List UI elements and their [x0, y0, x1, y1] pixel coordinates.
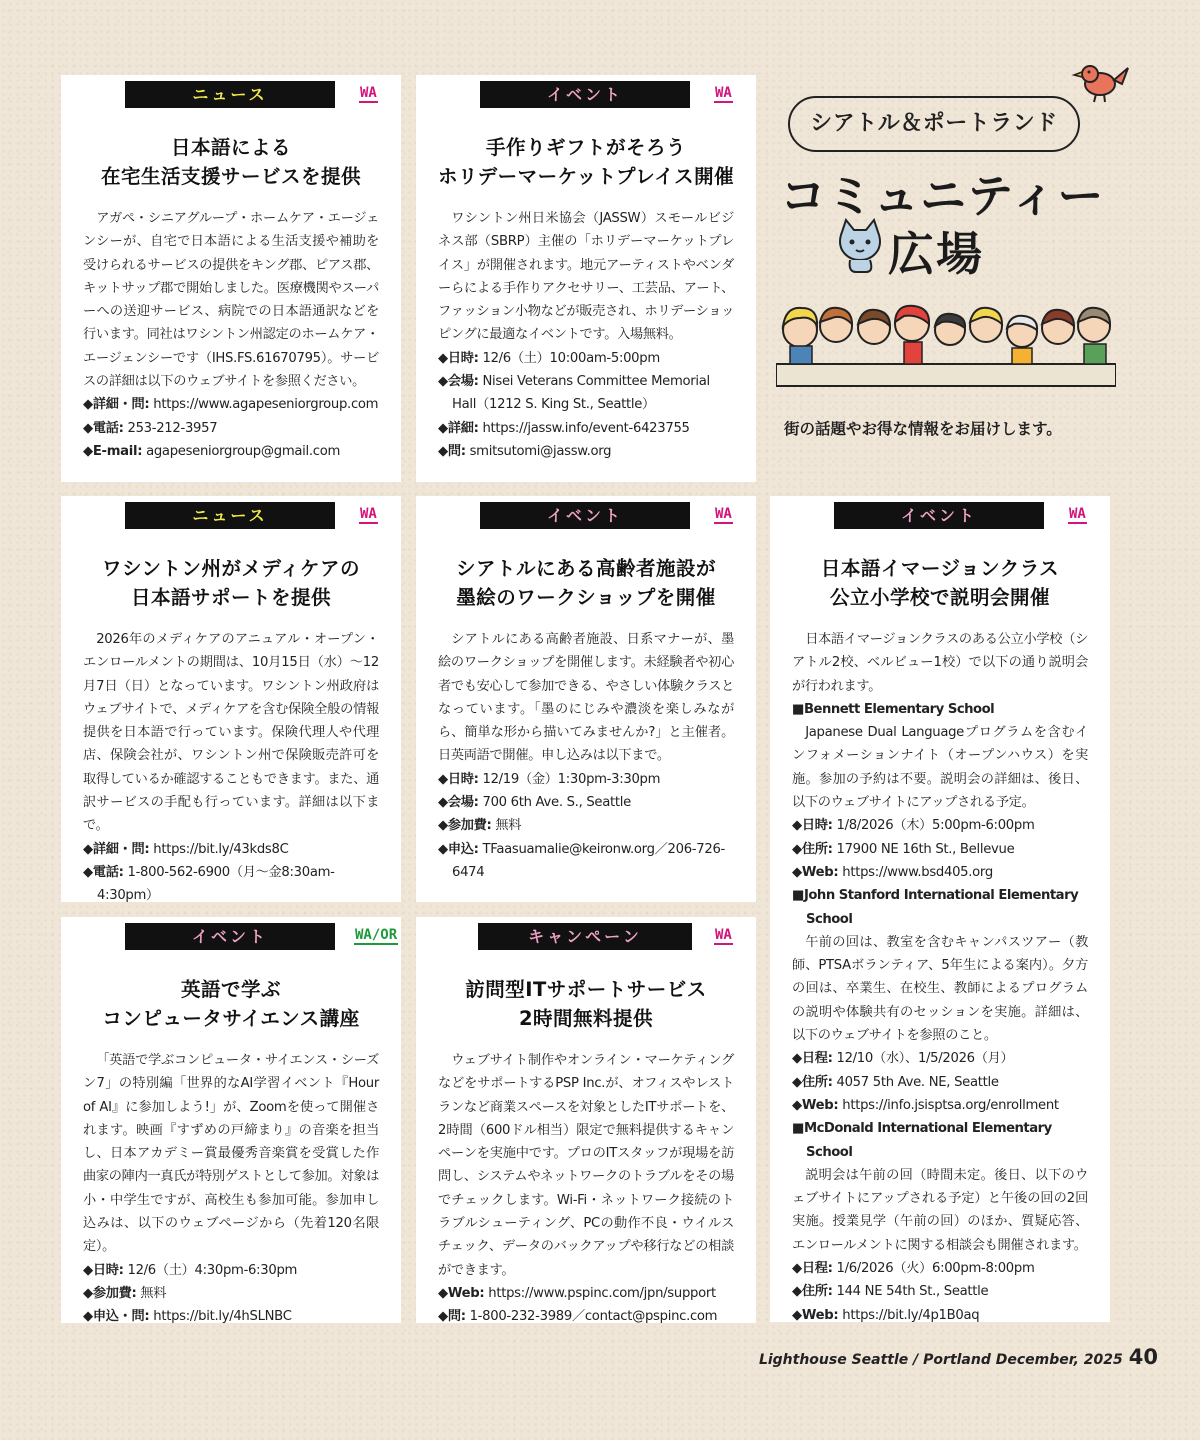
detail-line: ◆Web: https://www.pspinc.com/jpn/support: [438, 1285, 716, 1301]
region-badge: WA: [715, 927, 732, 943]
card-title: 日本語イマージョンクラス 公立小学校で説明会開催: [820, 557, 1060, 609]
region-badge: WA: [715, 506, 732, 522]
category-tag: キャンペーン: [478, 923, 692, 950]
detail-line: ◆日程: 12/10（水）、1/5/2026（月）: [792, 1051, 1014, 1067]
detail-line: ◆電話: 253-212-3957: [83, 420, 218, 436]
detail-line: ◆会場: 700 6th Ave. S., Seattle: [438, 795, 631, 811]
detail-line: ◆日時: 12/19（金）1:30pm-3:30pm: [438, 771, 661, 787]
category-tag: イベント: [480, 81, 690, 108]
detail-line: ◆参加費: 無料: [438, 818, 522, 834]
masthead-tagline: 街の話題やお得な情報をお届けします。: [784, 420, 1062, 438]
detail-line: ◆日時: 12/6（土）10:00am-5:00pm: [438, 350, 660, 366]
detail-line: ◆申込・問: https://bit.ly/4hSLNBC: [83, 1309, 292, 1325]
card-body: アガペ・シニアグループ・ホームケア・エージェンシーが、自宅で日本語による生活支援や補助を受けられるサービスの提供をキング郡、ピアス郡、キットサップ郡で開始しました。医療機関やスーパーへの送迎サービス、病院での日本語通訳などを行います。同社はワシントン州認定のホームケア・エージェンシーです（IHS.FS.61670795）。サービスの詳細は以下のウェブサイトを参照ください。 ◆詳細・問: https://www.agapeseniorgroup.com ◆電話: 253-212-3957 ◆E-mail: agapeseniorgroup@gmail.com: [83, 207, 379, 463]
card-body: シアトルにある高齢者施設、日系マナーが、墨絵のワークショップを開催します。未経験者や初心者でも安心して参加できる、やさしい体験クラスとなっています。「墨のにじみや濃淡を楽しみながら、簡単な形から描いてみませんか?」と主催者。日英両語で開催。申し込みは以下まで。 ◆日時: 12/19（金）1:30pm-3:30pm ◆会場: 700 6th Ave. S., Seattle ◆参加費: 無料 ◆申込: TFaasuamalie@keironw.org／206-726-6474: [438, 628, 734, 884]
category-tag: イベント: [834, 502, 1044, 529]
detail-line: ◆問: smitsutomi@jassw.org: [438, 443, 612, 459]
detail-line: ◆詳細: https://jassw.info/event-6423755: [438, 420, 690, 436]
masthead-title: コミュニティー: [780, 169, 1105, 223]
region-badge: WA: [1069, 506, 1086, 522]
card-body: 2026年のメディケアのアニュアル・オープン・エンロールメントの期間は、10月15日（水）～12月7日（日）となっています。ワシントン州政府はウェブサイトで、メディケアを含む保険全般の情報提供を日本語で行っています。保険代理人や代理店、保険会社が、ワシントン州で保険販売許可を取得しているか確認することもできます。また、通訳サービスの手配も行っています。詳細は以下まで。 ◆詳細・問: https://bit.ly/43kds8C ◆電話: 1-800-562-6900（月～金8:30am-4:30pm）: [83, 628, 379, 908]
masthead: [770, 60, 1130, 460]
detail-line: ◆問: 1-800-232-3989／contact@pspinc.com: [438, 1309, 718, 1325]
card-home-care-service: [61, 75, 401, 482]
detail-line: ◆詳細・問: https://www.agapeseniorgroup.com: [83, 397, 379, 413]
detail-line: ◆住所: 4057 5th Ave. NE, Seattle: [792, 1074, 999, 1090]
card-sumie-workshop: [416, 496, 756, 902]
detail-line: ◆詳細・問: https://bit.ly/43kds8C: [83, 841, 289, 857]
region-badge: WA: [360, 85, 377, 101]
detail-line: ◆E-mail: agapeseniorgroup@gmail.com: [83, 443, 341, 459]
card-it-support-campaign: [416, 917, 756, 1323]
detail-line: ◆日時: 12/6（土）4:30pm-6:30pm: [83, 1262, 298, 1278]
card-body: ワシントン州日米協会（JASSW）スモールビジネス部（SBRP）主催の「ホリデーマーケットプレイス」が開催されます。地元アーティストやベンダーらによる手作りアクセサリー、工芸品、アート、ファッション小物などが販売され、ホリデーショッピングに最適なイベントです。入場無料。 ◆日時: 12/6（土）10:00am-5:00pm ◆会場: Nisei Veterans Committee Memorial Hall（1212 S. King St., Seattle） ◆詳細: https://jassw.info/event-6423755 ◆問: smitsutomi@jassw.org: [438, 207, 734, 463]
school-name: ■McDonald International Elementary School: [792, 1121, 1052, 1160]
detail-line: ◆日時: 1/8/2026（木）5:00pm-6:00pm: [792, 818, 1035, 834]
detail-line: ◆電話: 1-800-562-6900（月～金8:30am-4:30pm）: [83, 864, 335, 904]
masthead-title-2: 広場: [888, 227, 984, 281]
detail-line: ◆会場: Nisei Veterans Committee Memorial Hall（1212 S. King St., Seattle）: [438, 374, 710, 413]
region-badge: WA/OR: [355, 927, 398, 943]
school-name: ■Bennett Elementary School: [792, 701, 995, 717]
category-tag: ニュース: [125, 81, 335, 108]
detail-line: ◆Web: https://info.jsisptsa.org/enrollment: [792, 1097, 1059, 1113]
card-title: ワシントン州がメディケアの 日本語サポートを提供: [102, 557, 360, 609]
school-name: ■John Stanford International Elementary School: [792, 888, 1079, 927]
card-body: ウェブサイト制作やオンライン・マーケティングなどをサポートするPSP Inc.が、オフィスやレストランなど商業スペースを対象としたITサポートを、2時間（600ドル相当）限定で無料提供するキャンペーンを実施中です。プロのITスタッフが現場を訪問し、システムやネットワークのトラブルをその場でチェックします。Wi-Fi・ネットワーク接続のトラブルシューティング、PCの動作不良・ウイルスチェック、データのバックアップや移行などの相談ができます。 ◆Web: https://www.pspinc.com/jpn/support ◆問: 1-800-232-3989／contact@pspinc.com: [438, 1049, 734, 1329]
detail-line: ◆日程: 1/6/2026（火）6:00pm-8:00pm: [792, 1261, 1035, 1277]
cat-icon: [834, 218, 886, 274]
crowd-illustration: [776, 298, 1116, 388]
card-body: 日本語イマージョンクラスのある公立小学校（シアトル2校、ベルビュー1校）で以下の通り説明会が行われます。 ■Bennett Elementary School Japanese Dual Languageプログラムを含むインフォメーションナイト（オープンハウス）を実施。参加の予約は不要。説明会の詳細は、後日、以下のウェブサイトにアップされる予定。 ◆日時: 1/8/2026（木）5:00pm-6:00pm ◆住所: 17900 NE 16th St., Bellevue ◆Web: https://www.bsd405.org ■John Stanford International Elementary School 午前の回は、教室を含むキャンパスツアー（教師、PTSAボランティア、5年生による案内）。夕方の回は、卒業生、在校生、教師によるプログラムの説明や体験共有のセッションを実施。詳細は、以下のウェブサイトを参照のこと。 ◆日程: 12/10（水）、1/5/2026（月） ◆住所: 4057 5th Ave. NE, Seattle ◆Web: https://info.jsisptsa.org/enrollment ■McDonald International Elementary School 説明会は午前の回（時間未定。後日、以下のウェブサイトにアップされる予定）と午後の回の2回実施。授業見学（午前の回）のほか、質疑応答、エンロールメントに関する相談会も開催されます。 ◆日程: 1/6/2026（火）6:00pm-8:00pm ◆住所: 144 NE 54th St., Seattle ◆Web: https://bit.ly/4p1B0aq: [792, 628, 1088, 1327]
masthead-pill: シアトル＆ポートランド: [788, 96, 1080, 152]
card-body: 「英語で学ぶコンピュータ・サイエンス・シーズン7」の特別編「世界的なAI学習イベント『Hour of AI』に参加しよう!」が、Zoomを使って開催されます。映画『すずめの戸締まり』の音楽を担当し、日本アカデミー賞最優秀音楽賞を受賞した作曲家の陣内一真氏が特別ゲストとして参加。対象は小・中学生ですが、高校生も参加可能。参加申し込みは、以下のウェブページから（先着120名限定）。 ◆日時: 12/6（土）4:30pm-6:30pm ◆参加費: 無料 ◆申込・問: https://bit.ly/4hSLNBC: [83, 1049, 379, 1329]
detail-line: ◆申込: TFaasuamalie@keironw.org／206-726-6474: [438, 841, 725, 880]
detail-line: ◆住所: 144 NE 54th St., Seattle: [792, 1284, 989, 1300]
region-badge: WA: [360, 506, 377, 522]
card-title: 日本語による 在宅生活支援サービスを提供: [100, 136, 361, 188]
category-tag: イベント: [125, 923, 335, 950]
card-holiday-marketplace: [416, 75, 756, 482]
card-computer-science-course: [61, 917, 401, 1323]
card-title: 訪問型ITサポートサービス 2時間無料提供: [465, 978, 707, 1030]
card-title: 英語で学ぶ コンピュータサイエンス講座: [102, 978, 360, 1030]
detail-line: ◆住所: 17900 NE 16th St., Bellevue: [792, 841, 1015, 857]
page-number: 40: [1128, 1345, 1158, 1369]
page-footer: [759, 1345, 1158, 1369]
region-badge: WA: [715, 85, 732, 101]
detail-line: ◆参加費: 無料: [83, 1285, 167, 1301]
card-title: 手作りギフトがそろう ホリデーマーケットプレイス開催: [438, 136, 735, 188]
publication-name: Lighthouse Seattle / Portland December, 2025: [758, 1352, 1123, 1368]
category-tag: ニュース: [125, 502, 335, 529]
detail-line: ◆Web: https://www.bsd405.org: [792, 864, 993, 880]
category-tag: イベント: [480, 502, 690, 529]
detail-line: ◆Web: https://bit.ly/4p1B0aq: [792, 1307, 980, 1323]
card-medicare-support: [61, 496, 401, 902]
card-title: シアトルにある高齢者施設が 墨絵のワークショップを開催: [455, 557, 716, 609]
card-immersion-info-sessions: [770, 496, 1110, 1322]
bird-icon: [1070, 60, 1130, 105]
